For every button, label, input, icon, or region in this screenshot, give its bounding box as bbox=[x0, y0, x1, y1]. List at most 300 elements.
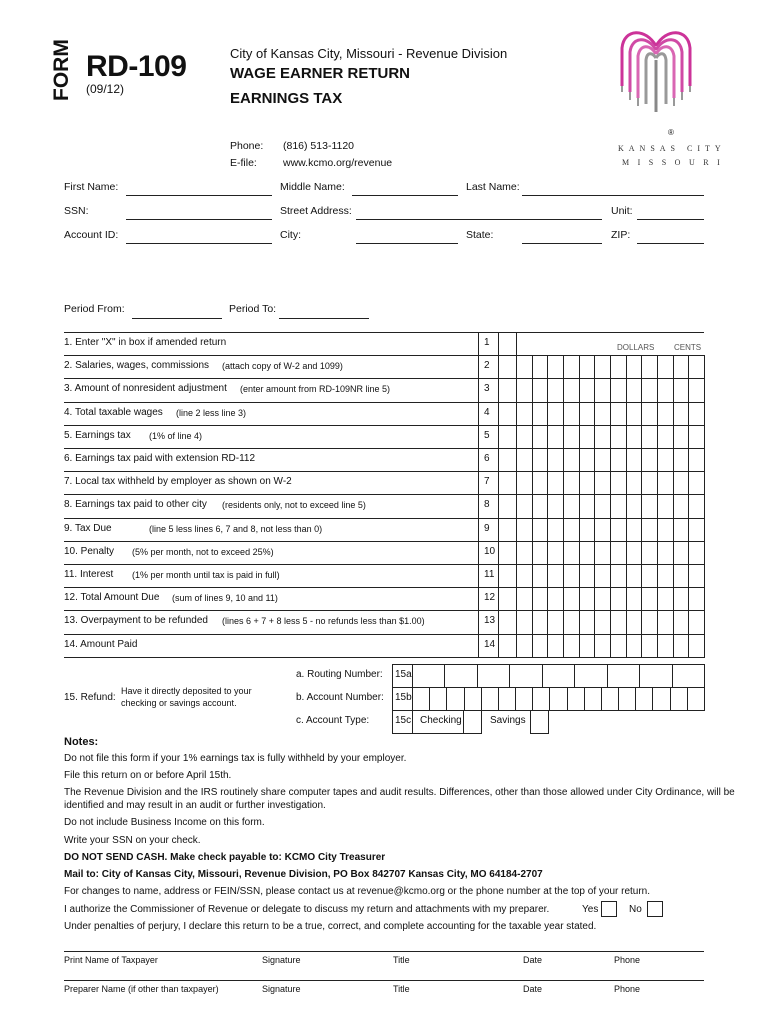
dollar-digit-cell[interactable] bbox=[579, 378, 596, 402]
dollar-digit-cell[interactable] bbox=[657, 518, 674, 542]
dollar-digit-cell[interactable] bbox=[516, 448, 533, 472]
dollar-digit-cell[interactable] bbox=[594, 610, 611, 634]
dollar-digit-cell[interactable] bbox=[579, 541, 596, 565]
efile-value[interactable]: www.kcmo.org/revenue bbox=[283, 157, 393, 169]
dollar-digit-cell[interactable] bbox=[563, 402, 580, 426]
account-number-cell[interactable] bbox=[515, 687, 533, 711]
dollar-digit-cell[interactable] bbox=[547, 355, 564, 379]
account-number-cell[interactable] bbox=[412, 687, 430, 711]
line-label: 13. Overpayment to be refunded bbox=[64, 615, 208, 627]
cent-digit-cell[interactable] bbox=[688, 541, 705, 565]
line-label: 2. Salaries, wages, commissions bbox=[64, 360, 210, 372]
line-number: 14 bbox=[484, 638, 496, 650]
line-label: 4. Total taxable wages bbox=[64, 406, 163, 418]
dollar-digit-cell[interactable] bbox=[610, 587, 627, 611]
dollar-digit-cell[interactable] bbox=[579, 494, 596, 518]
dollar-digit-cell[interactable] bbox=[657, 471, 674, 495]
logo-registered-mark: ® bbox=[668, 128, 674, 137]
line-hint: (5% per month, not to exceed 25%) bbox=[132, 546, 274, 557]
account-number-cell[interactable] bbox=[464, 687, 482, 711]
account-id-field[interactable] bbox=[126, 243, 272, 244]
dollar-digit-cell[interactable] bbox=[516, 471, 533, 495]
dollar-digit-cell[interactable] bbox=[657, 610, 674, 634]
cent-digit-cell[interactable] bbox=[673, 541, 690, 565]
dollar-digit-cell[interactable] bbox=[547, 494, 564, 518]
savings-checkbox[interactable] bbox=[530, 710, 549, 734]
line-label: 12. Total Amount Due bbox=[64, 592, 160, 604]
dollar-digit-cell[interactable] bbox=[594, 518, 611, 542]
dollar-digit-cell[interactable] bbox=[532, 587, 549, 611]
dollar-digit-cell[interactable] bbox=[626, 564, 643, 588]
dollar-digit-cell[interactable] bbox=[579, 518, 596, 542]
dollar-digit-cell[interactable] bbox=[610, 564, 627, 588]
street-address-field[interactable] bbox=[356, 219, 602, 220]
line-number: 2 bbox=[484, 360, 490, 372]
account-number-cell[interactable] bbox=[652, 687, 670, 711]
dollar-digit-cell[interactable] bbox=[579, 402, 596, 426]
dollar-digit-cell[interactable] bbox=[641, 541, 658, 565]
row-top-rule bbox=[64, 332, 704, 333]
dollar-digit-cell[interactable] bbox=[563, 448, 580, 472]
note-3a: The Revenue Division and the IRS routinely share computer tapes and audit results. Differences, other than those allowed under City Ordinance, will be bbox=[64, 787, 735, 798]
refund-line-number: 15c bbox=[395, 715, 412, 726]
dollar-digit-cell[interactable] bbox=[563, 634, 580, 658]
cent-digit-cell[interactable] bbox=[688, 378, 705, 402]
dollar-digit-cell[interactable] bbox=[579, 448, 596, 472]
routing-number-cell[interactable] bbox=[477, 664, 510, 688]
cent-digit-cell[interactable] bbox=[673, 518, 690, 542]
line-hint: (1% of line 4) bbox=[149, 430, 203, 441]
middle-name-field[interactable] bbox=[352, 195, 458, 196]
dollar-digit-cell[interactable] bbox=[657, 634, 674, 658]
dollar-digit-cell[interactable] bbox=[594, 448, 611, 472]
line-label: 3. Amount of nonresident adjustment bbox=[64, 383, 227, 395]
dollar-digit-cell[interactable] bbox=[610, 425, 627, 449]
routing-number-label: a. Routing Number: bbox=[296, 669, 383, 680]
dollar-digit-cell[interactable] bbox=[547, 378, 564, 402]
dollar-digit-cell[interactable] bbox=[657, 448, 674, 472]
cent-digit-cell[interactable] bbox=[688, 355, 705, 379]
note-perjury: Under penalties of perjury, I declare this return to be a true, correct, and complete accounting for the taxable year stated. bbox=[64, 921, 597, 932]
dollar-digit-cell[interactable] bbox=[657, 587, 674, 611]
dollar-digit-cell[interactable] bbox=[610, 634, 627, 658]
cent-digit-cell[interactable] bbox=[688, 518, 705, 542]
savings-label: Savings bbox=[490, 715, 526, 726]
routing-number-cell[interactable] bbox=[672, 664, 705, 688]
table-bottom-rule bbox=[64, 657, 704, 658]
preparer-signature-label: Signature bbox=[262, 984, 301, 994]
dollar-digit-cell[interactable] bbox=[516, 425, 533, 449]
dollar-digit-cell[interactable] bbox=[563, 541, 580, 565]
line-label: 8. Earnings tax paid to other city bbox=[64, 499, 207, 511]
account-number-cell[interactable] bbox=[635, 687, 653, 711]
dollar-digit-cell[interactable] bbox=[610, 541, 627, 565]
preparer-phone-label: Phone bbox=[614, 984, 641, 994]
line-hint: (sum of lines 9, 10 and 11) bbox=[172, 593, 278, 604]
dollar-digit-cell[interactable] bbox=[579, 587, 596, 611]
refund-label: 15. Refund: bbox=[64, 692, 116, 703]
period-to-field[interactable] bbox=[279, 318, 369, 319]
dollar-digit-cell[interactable] bbox=[579, 471, 596, 495]
dollar-digit-cell[interactable] bbox=[516, 494, 533, 518]
dollar-digit-cell[interactable] bbox=[626, 402, 643, 426]
routing-number-cell[interactable] bbox=[639, 664, 672, 688]
cent-digit-cell[interactable] bbox=[673, 610, 690, 634]
dollar-digit-cell[interactable] bbox=[610, 471, 627, 495]
dollars-header: DOLLARS bbox=[617, 343, 655, 352]
dollar-digit-cell[interactable] bbox=[547, 564, 564, 588]
dollar-digit-cell[interactable] bbox=[610, 494, 627, 518]
cent-digit-cell[interactable] bbox=[688, 610, 705, 634]
dollar-digit-cell[interactable] bbox=[516, 541, 533, 565]
note-2: File this return on or before April 15th. bbox=[64, 770, 232, 781]
dollar-digit-cell[interactable] bbox=[579, 564, 596, 588]
refund-line-number: 15b bbox=[395, 692, 412, 703]
preparer-name-label: Preparer Name (if other than taxpayer) bbox=[64, 984, 219, 994]
line-number: 13 bbox=[484, 615, 496, 627]
middle-name-label: Middle Name: bbox=[280, 181, 345, 193]
dollar-digit-cell[interactable] bbox=[594, 494, 611, 518]
routing-number-cell[interactable] bbox=[574, 664, 607, 688]
dollar-digit-cell[interactable] bbox=[594, 355, 611, 379]
preparer-title-label: Title bbox=[393, 984, 410, 994]
account-id-label: Account ID: bbox=[64, 229, 119, 241]
dollar-digit-cell[interactable] bbox=[610, 518, 627, 542]
routing-number-cell[interactable] bbox=[509, 664, 542, 688]
taxpayer-title-label: Title bbox=[393, 955, 410, 965]
dollar-digit-cell[interactable] bbox=[579, 355, 596, 379]
cent-digit-cell[interactable] bbox=[673, 425, 690, 449]
amended-return-checkbox[interactable] bbox=[498, 332, 517, 356]
refund-hint-2: checking or savings account. bbox=[121, 698, 237, 708]
dollar-digit-cell[interactable] bbox=[657, 402, 674, 426]
account-number-label: b. Account Number: bbox=[296, 692, 384, 703]
dollar-digit-cell[interactable] bbox=[547, 471, 564, 495]
period-from-field[interactable] bbox=[132, 318, 222, 319]
dollar-digit-cell[interactable] bbox=[594, 634, 611, 658]
dollar-digit-cell[interactable] bbox=[594, 541, 611, 565]
preparer-date-label: Date bbox=[523, 984, 543, 994]
dollar-digit-cell[interactable] bbox=[610, 402, 627, 426]
taxpayer-name-label: Print Name of Taxpayer bbox=[64, 955, 158, 965]
line-hint: (attach copy of W-2 and 1099) bbox=[222, 361, 343, 372]
dollar-digit-cell[interactable] bbox=[657, 494, 674, 518]
last-name-label: Last Name: bbox=[466, 181, 520, 193]
dollar-digit-cell[interactable] bbox=[532, 634, 549, 658]
street-address-label: Street Address: bbox=[280, 205, 352, 217]
line-number: 7 bbox=[484, 476, 490, 488]
dollar-digit-cell[interactable] bbox=[532, 448, 549, 472]
dollar-digit-cell[interactable] bbox=[563, 610, 580, 634]
city-label: City: bbox=[280, 229, 301, 241]
account-number-cell[interactable] bbox=[481, 687, 499, 711]
cent-digit-cell[interactable] bbox=[673, 587, 690, 611]
cent-digit-cell[interactable] bbox=[688, 402, 705, 426]
account-number-cell[interactable] bbox=[618, 687, 636, 711]
dollar-digit-cell[interactable] bbox=[641, 448, 658, 472]
line-hint: (enter amount from RD-109NR line 5) bbox=[240, 384, 391, 395]
last-name-field[interactable] bbox=[522, 195, 704, 196]
period-to-label: Period To: bbox=[229, 303, 277, 315]
phone-label: Phone: bbox=[230, 140, 264, 152]
dollar-digit-cell[interactable] bbox=[516, 634, 533, 658]
dollar-digit-cell[interactable] bbox=[594, 471, 611, 495]
dollar-digit-cell[interactable] bbox=[657, 425, 674, 449]
taxpayer-date-label: Date bbox=[523, 955, 543, 965]
note-3b: identified and may result in an audit or further investigation. bbox=[64, 800, 326, 811]
routing-number-cell[interactable] bbox=[542, 664, 575, 688]
unit-field[interactable] bbox=[637, 219, 704, 220]
dollar-digit-cell[interactable] bbox=[516, 518, 533, 542]
dollar-digit-cell[interactable] bbox=[547, 587, 564, 611]
line-hint: (1% per month until tax is paid in full) bbox=[132, 570, 280, 580]
dollar-digit-cell[interactable] bbox=[563, 564, 580, 588]
account-number-cell[interactable] bbox=[549, 687, 567, 711]
cent-digit-cell[interactable] bbox=[688, 564, 705, 588]
dollar-digit-cell[interactable] bbox=[563, 494, 580, 518]
line-hint: (line 2 less line 3) bbox=[176, 407, 247, 418]
form-title: WAGE EARNER RETURN bbox=[230, 65, 411, 82]
dollar-digit-cell[interactable] bbox=[579, 425, 596, 449]
first-name-field[interactable] bbox=[126, 195, 272, 196]
cent-digit-cell[interactable] bbox=[673, 448, 690, 472]
dollar-digit-cell[interactable] bbox=[626, 610, 643, 634]
dollar-digit-cell[interactable] bbox=[641, 587, 658, 611]
dollar-digit-cell[interactable] bbox=[657, 541, 674, 565]
dollar-digit-cell[interactable] bbox=[657, 355, 674, 379]
dollar-digit-cell[interactable] bbox=[516, 355, 533, 379]
account-number-cell[interactable] bbox=[567, 687, 585, 711]
cent-digit-cell[interactable] bbox=[673, 378, 690, 402]
preparer-signature-line[interactable] bbox=[64, 980, 704, 981]
city-field[interactable] bbox=[356, 243, 458, 244]
dollar-digit-cell[interactable] bbox=[626, 471, 643, 495]
dollar-digit-cell[interactable] bbox=[641, 518, 658, 542]
account-number-cell[interactable] bbox=[670, 687, 688, 711]
account-number-cell[interactable] bbox=[601, 687, 619, 711]
line-number: 3 bbox=[484, 383, 490, 395]
dollar-digit-cell[interactable] bbox=[610, 610, 627, 634]
line-hint: (line 5 less lines 6, 7 and 8, not less than 0) bbox=[149, 523, 323, 534]
dollar-digit-cell[interactable] bbox=[532, 402, 549, 426]
dollar-digit-cell[interactable] bbox=[594, 587, 611, 611]
checking-checkbox[interactable] bbox=[463, 710, 482, 734]
line-label: 11. Interest bbox=[64, 569, 114, 580]
account-number-cell[interactable] bbox=[446, 687, 464, 711]
dollar-digit-cell[interactable] bbox=[626, 355, 643, 379]
dollar-digit-cell[interactable] bbox=[641, 425, 658, 449]
dollar-digit-cell[interactable] bbox=[610, 448, 627, 472]
logo-kansas-city: KANSAS CITY bbox=[618, 144, 726, 153]
no-checkbox[interactable] bbox=[647, 901, 663, 917]
dollar-digit-cell[interactable] bbox=[532, 355, 549, 379]
form-number: RD-109 bbox=[86, 50, 187, 83]
account-number-cell[interactable] bbox=[532, 687, 550, 711]
dollar-digit-cell[interactable] bbox=[641, 634, 658, 658]
no-label: No bbox=[629, 904, 642, 915]
ssn-label: SSN: bbox=[64, 205, 89, 217]
yes-checkbox[interactable] bbox=[601, 901, 617, 917]
cent-digit-cell[interactable] bbox=[673, 634, 690, 658]
dollar-digit-cell[interactable] bbox=[563, 425, 580, 449]
dollar-digit-cell[interactable] bbox=[532, 541, 549, 565]
dollar-digit-cell[interactable] bbox=[626, 448, 643, 472]
dollar-digit-cell[interactable] bbox=[657, 564, 674, 588]
dollar-digit-cell[interactable] bbox=[563, 587, 580, 611]
state-label: State: bbox=[466, 229, 494, 241]
ssn-field[interactable] bbox=[126, 219, 272, 220]
notes-heading: Notes: bbox=[64, 736, 99, 748]
form-subtitle: EARNINGS TAX bbox=[230, 90, 343, 107]
dollar-digit-cell[interactable] bbox=[532, 518, 549, 542]
taxpayer-signature-line[interactable] bbox=[64, 951, 704, 952]
dollar-digit-cell[interactable] bbox=[532, 378, 549, 402]
form-word: FORM bbox=[50, 39, 73, 101]
line-label: 7. Local tax withheld by employer as shown on W-2 bbox=[64, 476, 292, 488]
cent-digit-cell[interactable] bbox=[673, 494, 690, 518]
cent-digit-cell[interactable] bbox=[673, 402, 690, 426]
dollar-digit-cell[interactable] bbox=[594, 378, 611, 402]
line-number: 11 bbox=[484, 569, 495, 580]
line-label: 1. Enter "X" in box if amended return bbox=[64, 337, 227, 348]
cent-digit-cell[interactable] bbox=[688, 494, 705, 518]
line-number: 10 bbox=[484, 545, 496, 557]
account-type-label: c. Account Type: bbox=[296, 715, 370, 726]
line-label: 6. Earnings tax paid with extension RD-112 bbox=[64, 453, 256, 464]
dollar-digit-cell[interactable] bbox=[641, 378, 658, 402]
cent-digit-cell[interactable] bbox=[688, 587, 705, 611]
dollar-digit-cell[interactable] bbox=[626, 634, 643, 658]
line-label: 14. Amount Paid bbox=[64, 638, 138, 650]
dollar-digit-cell[interactable] bbox=[641, 494, 658, 518]
dollar-digit-cell[interactable] bbox=[532, 610, 549, 634]
dollar-digit-cell[interactable] bbox=[626, 378, 643, 402]
taxpayer-phone-label: Phone bbox=[614, 955, 641, 965]
line-label: 5. Earnings tax bbox=[64, 429, 131, 441]
dollar-digit-cell[interactable] bbox=[516, 610, 533, 634]
dollar-digit-cell[interactable] bbox=[641, 402, 658, 426]
line-hint: (residents only, not to exceed line 5) bbox=[222, 500, 366, 511]
dollar-digit-cell[interactable] bbox=[579, 610, 596, 634]
dollar-digit-cell[interactable] bbox=[547, 425, 564, 449]
refund-hint-1: Have it directly deposited to your bbox=[121, 686, 252, 696]
refund-line-number: 15a bbox=[395, 669, 412, 680]
note-1: Do not file this form if your 1% earnings tax is fully withheld by your employer. bbox=[64, 753, 407, 764]
cent-digit-cell[interactable] bbox=[673, 564, 690, 588]
dollar-digit-cell[interactable] bbox=[516, 402, 533, 426]
dollar-digit-cell[interactable] bbox=[547, 541, 564, 565]
dollar-digit-cell[interactable] bbox=[516, 378, 533, 402]
note-changes: For changes to name, address or FEIN/SSN, please contact us at revenue@kcmo.org or the phone number at the top of your return. bbox=[64, 886, 651, 897]
dollar-digit-cell[interactable] bbox=[547, 402, 564, 426]
dollar-digit-cell[interactable] bbox=[547, 518, 564, 542]
dollar-digit-cell[interactable] bbox=[563, 518, 580, 542]
routing-number-cell[interactable] bbox=[412, 664, 445, 688]
dollar-digit-cell[interactable] bbox=[594, 402, 611, 426]
dollar-digit-cell[interactable] bbox=[626, 494, 643, 518]
line-number: 12 bbox=[484, 592, 496, 604]
line-number: 4 bbox=[484, 406, 490, 418]
dollar-digit-cell[interactable] bbox=[610, 355, 627, 379]
account-number-cell[interactable] bbox=[429, 687, 447, 711]
cent-digit-cell[interactable] bbox=[688, 448, 705, 472]
note-authorize: I authorize the Commissioner of Revenue or delegate to discuss my return and attachments with my preparer. bbox=[64, 904, 550, 915]
account-number-cell[interactable] bbox=[498, 687, 516, 711]
line-number: 9 bbox=[484, 522, 490, 534]
logo-missouri: MISSOURI bbox=[622, 158, 729, 167]
line-number: 8 bbox=[484, 499, 490, 511]
cent-digit-cell[interactable] bbox=[673, 471, 690, 495]
dollar-digit-cell[interactable] bbox=[626, 518, 643, 542]
cent-digit-cell[interactable] bbox=[673, 355, 690, 379]
dollar-digit-cell[interactable] bbox=[563, 378, 580, 402]
dollar-digit-cell[interactable] bbox=[594, 564, 611, 588]
period-from-label: Period From: bbox=[64, 303, 125, 315]
line-number: 1 bbox=[484, 337, 490, 348]
dollar-digit-cell[interactable] bbox=[610, 378, 627, 402]
note-5: Write your SSN on your check. bbox=[64, 835, 201, 846]
dollar-digit-cell[interactable] bbox=[547, 634, 564, 658]
cents-header: CENTS bbox=[674, 343, 702, 352]
unit-label: Unit: bbox=[611, 205, 633, 217]
dollar-digit-cell[interactable] bbox=[547, 448, 564, 472]
note-mail-to: Mail to: City of Kansas City, Missouri, Revenue Division, PO Box 842707 Kansas City, MO 64184-2707 bbox=[64, 869, 543, 880]
dollar-digit-cell[interactable] bbox=[594, 425, 611, 449]
dollar-digit-cell[interactable] bbox=[641, 564, 658, 588]
line-label: 9. Tax Due bbox=[64, 522, 112, 534]
dollar-digit-cell[interactable] bbox=[641, 355, 658, 379]
line-number: 6 bbox=[484, 453, 490, 464]
dollar-digit-cell[interactable] bbox=[516, 564, 533, 588]
line-number: 5 bbox=[484, 429, 490, 441]
dollar-digit-cell[interactable] bbox=[579, 634, 596, 658]
dollar-digit-cell[interactable] bbox=[532, 564, 549, 588]
state-field[interactable] bbox=[522, 243, 602, 244]
cent-digit-cell[interactable] bbox=[688, 425, 705, 449]
cent-digit-cell[interactable] bbox=[688, 634, 705, 658]
dollar-digit-cell[interactable] bbox=[626, 541, 643, 565]
dollar-digit-cell[interactable] bbox=[532, 471, 549, 495]
zip-label: ZIP: bbox=[611, 229, 631, 241]
dollar-digit-cell[interactable] bbox=[516, 587, 533, 611]
city-division: City of Kansas City, Missouri - Revenue Division bbox=[230, 46, 508, 61]
cent-digit-cell[interactable] bbox=[688, 471, 705, 495]
dollar-digit-cell[interactable] bbox=[641, 471, 658, 495]
taxpayer-signature-label: Signature bbox=[262, 955, 301, 965]
yes-label: Yes bbox=[582, 904, 599, 915]
dollar-digit-cell[interactable] bbox=[563, 355, 580, 379]
routing-number-cell[interactable] bbox=[607, 664, 640, 688]
dollar-digit-cell[interactable] bbox=[532, 494, 549, 518]
phone-value: (816) 513-1120 bbox=[283, 140, 355, 152]
account-number-cell[interactable] bbox=[584, 687, 602, 711]
dollar-digit-cell[interactable] bbox=[563, 471, 580, 495]
dollar-digit-cell[interactable] bbox=[626, 587, 643, 611]
zip-field[interactable] bbox=[637, 243, 704, 244]
dollar-digit-cell[interactable] bbox=[641, 610, 658, 634]
form-revision: (09/12) bbox=[86, 82, 125, 96]
account-number-cell[interactable] bbox=[687, 687, 705, 711]
efile-label: E-file: bbox=[230, 157, 257, 169]
dollar-digit-cell[interactable] bbox=[547, 610, 564, 634]
routing-number-cell[interactable] bbox=[444, 664, 477, 688]
first-name-label: First Name: bbox=[64, 181, 119, 193]
dollar-digit-cell[interactable] bbox=[626, 425, 643, 449]
checking-label: Checking bbox=[420, 715, 462, 726]
line-hint: (lines 6 + 7 + 8 less 5 - no refunds less than $1.00) bbox=[222, 616, 425, 627]
dollar-digit-cell[interactable] bbox=[657, 378, 674, 402]
dollar-digit-cell[interactable] bbox=[532, 425, 549, 449]
